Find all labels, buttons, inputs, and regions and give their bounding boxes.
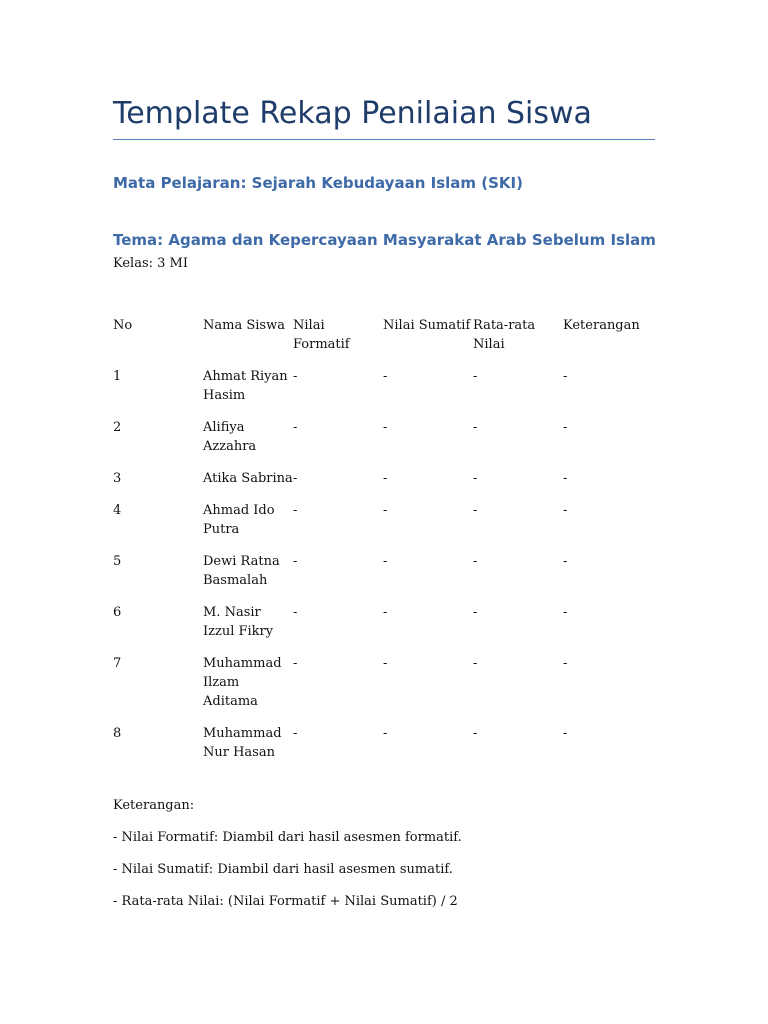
cell-student-name: Muhammad Ilzam Aditama bbox=[203, 656, 282, 709]
notes-heading: Keterangan: bbox=[113, 798, 195, 813]
cell-summative-score: - bbox=[383, 605, 388, 620]
note-item: - Nilai Sumatif: Diambil dari hasil asesmen sumatif. bbox=[113, 862, 453, 877]
cell-remarks: - bbox=[563, 656, 568, 671]
cell-summative-score: - bbox=[383, 369, 388, 384]
grade-table bbox=[113, 316, 653, 775]
table-row bbox=[113, 418, 653, 469]
theme-heading: Tema: Agama dan Kepercayaan Masyarakat Arab Sebelum Islam bbox=[113, 231, 656, 249]
table-row bbox=[113, 724, 653, 775]
cell-average-score: - bbox=[473, 420, 478, 435]
cell-formative-score: - bbox=[293, 471, 298, 486]
note-item: - Rata-rata Nilai: (Nilai Formatif + Nilai Sumatif) / 2 bbox=[113, 894, 458, 909]
cell-summative-score: - bbox=[383, 471, 388, 486]
cell-average-score: - bbox=[473, 503, 478, 518]
cell-summative-score: - bbox=[383, 503, 388, 518]
cell-average-score: - bbox=[473, 656, 478, 671]
cell-student-name: Ahmad Ido Putra bbox=[203, 503, 275, 537]
title-underline bbox=[113, 139, 655, 140]
cell-no: 3 bbox=[113, 471, 122, 486]
table-row bbox=[113, 367, 653, 418]
cell-remarks: - bbox=[563, 554, 568, 569]
cell-no: 6 bbox=[113, 605, 122, 620]
cell-remarks: - bbox=[563, 726, 568, 741]
table-row bbox=[113, 501, 653, 552]
cell-average-score: - bbox=[473, 605, 478, 620]
table-row bbox=[113, 469, 653, 501]
header-formative-score: Nilai Formatif bbox=[293, 318, 350, 352]
cell-formative-score: - bbox=[293, 369, 298, 384]
cell-formative-score: - bbox=[293, 656, 298, 671]
cell-no: 2 bbox=[113, 420, 122, 435]
table-row bbox=[113, 603, 653, 654]
header-average-score: Rata-rata Nilai bbox=[473, 318, 536, 352]
document-title: Template Rekap Penilaian Siswa bbox=[113, 96, 592, 131]
cell-student-name: M. Nasir Izzul Fikry bbox=[203, 605, 274, 639]
notes-section bbox=[113, 796, 673, 924]
cell-summative-score: - bbox=[383, 726, 388, 741]
cell-average-score: - bbox=[473, 554, 478, 569]
cell-average-score: - bbox=[473, 471, 478, 486]
cell-remarks: - bbox=[563, 369, 568, 384]
cell-average-score: - bbox=[473, 726, 478, 741]
cell-summative-score: - bbox=[383, 554, 388, 569]
cell-no: 7 bbox=[113, 656, 122, 671]
header-summative-score: Nilai Sumatif bbox=[383, 318, 471, 333]
header-no: No bbox=[113, 318, 133, 333]
cell-student-name: Alifiya Azzahra bbox=[203, 420, 257, 454]
cell-summative-score: - bbox=[383, 420, 388, 435]
cell-average-score: - bbox=[473, 369, 478, 384]
table-header-row bbox=[113, 316, 653, 367]
note-item: - Nilai Formatif: Diambil dari hasil asesmen formatif. bbox=[113, 830, 462, 845]
subject-heading: Mata Pelajaran: Sejarah Kebudayaan Islam (SKI) bbox=[113, 174, 523, 192]
cell-student-name: Dewi Ratna Basmalah bbox=[203, 554, 280, 588]
cell-summative-score: - bbox=[383, 656, 388, 671]
cell-remarks: - bbox=[563, 503, 568, 518]
cell-formative-score: - bbox=[293, 605, 298, 620]
table-row bbox=[113, 552, 653, 603]
cell-no: 1 bbox=[113, 369, 122, 384]
cell-formative-score: - bbox=[293, 554, 298, 569]
header-remarks: Keterangan bbox=[563, 318, 640, 333]
cell-student-name: Muhammad Nur Hasan bbox=[203, 726, 282, 760]
table-row bbox=[113, 654, 653, 724]
cell-remarks: - bbox=[563, 420, 568, 435]
cell-no: 5 bbox=[113, 554, 122, 569]
cell-student-name: Ahmat Riyan Hasim bbox=[203, 369, 288, 403]
cell-no: 4 bbox=[113, 503, 122, 518]
cell-formative-score: - bbox=[293, 726, 298, 741]
cell-student-name: Atika Sabrina bbox=[203, 471, 293, 486]
cell-formative-score: - bbox=[293, 420, 298, 435]
class-label: Kelas: 3 MI bbox=[113, 256, 188, 271]
cell-remarks: - bbox=[563, 471, 568, 486]
cell-formative-score: - bbox=[293, 503, 298, 518]
cell-remarks: - bbox=[563, 605, 568, 620]
header-student-name: Nama Siswa bbox=[203, 318, 285, 333]
cell-no: 8 bbox=[113, 726, 122, 741]
